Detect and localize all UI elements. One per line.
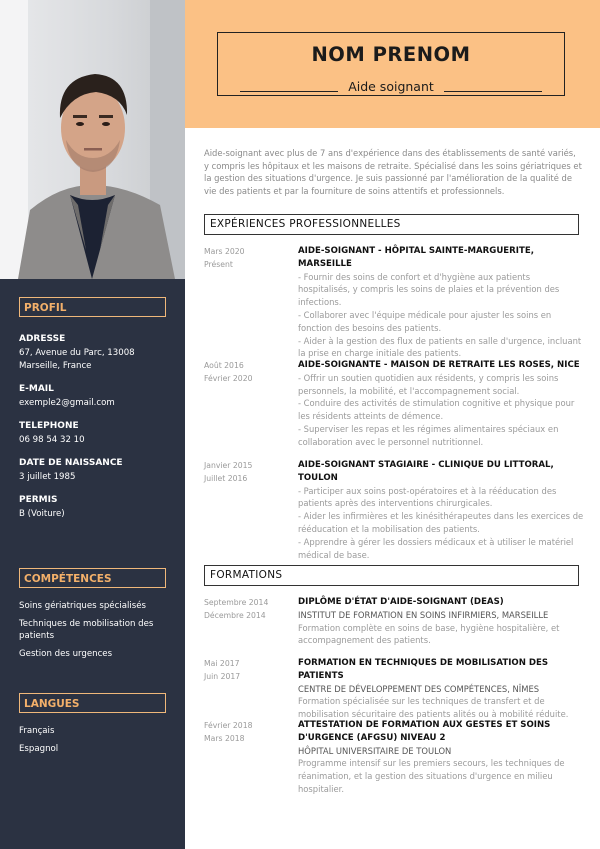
date-end: Présent: [204, 259, 233, 269]
education-line: réanimation, et la gestion des situations d'urgence en milieu: [298, 771, 553, 782]
date-end: Décembre 2014: [204, 610, 266, 620]
experience-line: - Apprendre à gérer les dossiers médicaux et à utiliser le matériel: [298, 536, 574, 547]
experience-line: - Participer aux soins post-opératoires et à la rééducation des: [298, 485, 557, 496]
profile-section: [19, 297, 185, 521]
birth-label: DATE DE NAISSANCE: [19, 458, 123, 468]
date-start: Août 2016: [204, 361, 244, 370]
education-line: accompagnement des patients.: [298, 635, 431, 646]
experience-heading: EXPÉRIENCES PROFESSIONNELLES: [204, 214, 579, 235]
experience-line: fonction des besoins des patients.: [298, 322, 442, 333]
header-band: [185, 0, 600, 128]
skills-heading: COMPÉTENCES: [19, 568, 166, 588]
education-line: Formation complète en soins de base, hygiène hospitalière, et: [298, 622, 560, 633]
experience-line: - Aider à la gestion des flux de patients en salle d'urgence, incluant: [298, 335, 582, 346]
skill-item: Soins gériatriques spécialisés: [19, 601, 146, 611]
education-school: HÔPITAL UNIVERSITAIRE DE TOULON: [298, 745, 452, 756]
skills-section: [19, 568, 185, 660]
skill-item: patients: [19, 631, 55, 641]
education-heading: FORMATIONS: [204, 565, 579, 586]
education-school: CENTRE DE DÉVELOPPEMENT DES COMPÉTENCES, NÎMES: [298, 683, 540, 694]
candidate-name: NOM PRENOM: [311, 43, 471, 66]
language-item: Français: [19, 726, 55, 736]
experience-line: collaboration avec le personnel nutritionnel.: [298, 436, 484, 447]
education-line: Formation spécialisée sur les techniques de transfert et de: [298, 696, 545, 707]
phone-label: TELEPHONE: [19, 421, 79, 431]
date-end: Mars 2018: [204, 733, 245, 743]
experience-line: rééducation et la mobilisation des patients.: [298, 523, 480, 534]
experience-line: patients après des interventions chirurgicales.: [298, 498, 493, 509]
experience-line: - Offrir un soutien quotidien aux résidents, y compris les soins: [298, 372, 559, 383]
name-box: [217, 32, 565, 96]
experience-line: la prise en charge initiale des patients.: [298, 348, 462, 359]
profile-photo: [0, 0, 185, 279]
experience-line: médical de base.: [298, 549, 370, 560]
experience-line: - Aider les infirmières et les kinésithérapeutes dans les exercices de: [298, 511, 584, 522]
languages-heading: LANGUES: [19, 693, 166, 713]
date-start: Février 2018: [204, 721, 253, 730]
skill-item: Gestion des urgences: [19, 648, 113, 659]
education-line: mobilisation sécuritaire des patients alités ou à mobilité réduite.: [298, 709, 569, 720]
experience-line: - Collaborer avec l'équipe médicale pour ajuster les soins en: [298, 309, 552, 320]
education-line: hospitalier.: [298, 783, 344, 794]
phone-value: 06 98 54 32 10: [19, 435, 85, 445]
experience-title: AIDE-SOIGNANTE - MAISON DE RETRAITE LES ROSES, NICE: [298, 360, 580, 370]
job-title: Aide soignant: [338, 79, 444, 94]
address-line1: 67, Avenue du Parc, 13008: [19, 348, 135, 358]
license-value: B (Voiture): [19, 509, 65, 519]
address-line2: Marseille, France: [19, 361, 92, 371]
date-end: Juin 2017: [204, 671, 241, 681]
birth-value: 3 juillet 1985: [19, 472, 76, 482]
date-start: Janvier 2015: [204, 461, 253, 470]
date-end: Juillet 2016: [204, 473, 248, 483]
date-end: Février 2020: [204, 373, 253, 383]
languages-section: [19, 693, 185, 755]
email-label: E-MAIL: [19, 384, 54, 394]
experience-line: personnels, la mobilité, et l'accompagnement social.: [298, 385, 520, 396]
experience-line: infections.: [298, 297, 342, 308]
education-school: INSTITUT DE FORMATION EN SOINS INFIRMIERS, MARSEILLE: [298, 609, 549, 620]
education-title: FORMATION EN TECHNIQUES DE MOBILISATION DES PATIENTS: [298, 658, 549, 681]
experience-line: - Superviser les repas et les régimes alimentaires spéciaux en: [298, 423, 559, 434]
summary-text: Aide-soignant avec plus de 7 ans d'expérience dans des établissements de santé variés, y compris les hôpitaux et les maisons de retraite. Spécialisé dans les soins gériatriques et la gestion des situations d'urgence. Je suis passionné par l'amélioration de la qualité de vie des patients et par la fourniture de soins attentifs et professionnels.: [204, 148, 582, 196]
sidebar: [0, 0, 185, 849]
experience-line: - Conduire des activités de stimulation cognitive et physique pour: [298, 398, 575, 409]
education-title: D'URGENCE (AFGSU) NIVEAU 2: [298, 732, 446, 743]
email-value: exemple2@gmail.com: [19, 398, 115, 408]
education-title: DIPLÔME D'ÉTAT D'AIDE-SOIGNANT (DEAS): [298, 597, 504, 607]
profile-heading: PROFIL: [19, 297, 166, 317]
date-start: Septembre 2014: [204, 598, 269, 607]
experience-line: hospitalisés, y compris les soins de plaies et la prévention des: [298, 284, 560, 295]
date-start: Mars 2020: [204, 247, 245, 256]
experience-title: AIDE-SOIGNANT - HÔPITAL SAINTE-MARGUERITE, MARSEILLE: [298, 246, 534, 269]
date-start: Mai 2017: [204, 659, 240, 668]
skill-item: Techniques de mobilisation des: [19, 618, 154, 629]
license-label: PERMIS: [19, 495, 58, 505]
experience-line: les résidents atteints de démence.: [298, 411, 444, 422]
language-item: Espagnol: [19, 743, 59, 754]
address-label: ADRESSE: [19, 334, 66, 344]
education-line: Programme intensif sur les premiers secours, les techniques de: [298, 758, 565, 769]
experience-title: AIDE-SOIGNANT STAGIAIRE - CLINIQUE DU LITTORAL, TOULON: [298, 460, 554, 483]
experience-line: - Fournir des soins de confort et d'hygiène aux patients: [298, 271, 531, 282]
education-title: ATTESTATION DE FORMATION AUX GESTES ET SOINS: [298, 720, 551, 730]
